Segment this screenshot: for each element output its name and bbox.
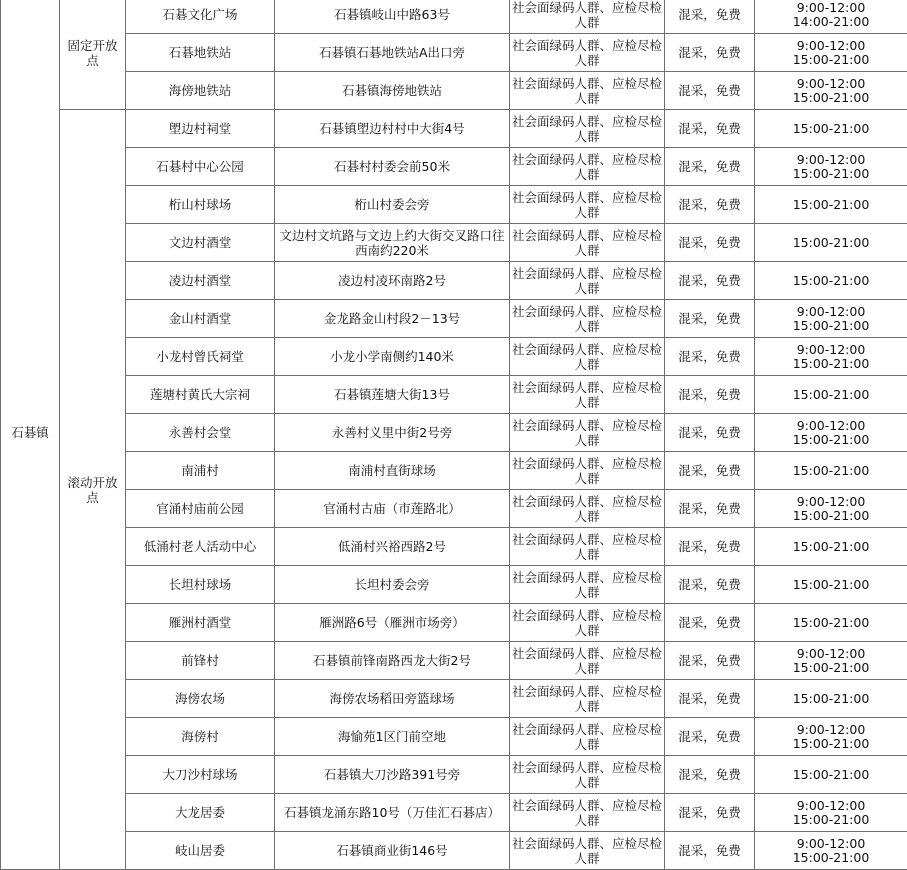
open-hours-cell [755,110,907,148]
open-hours-cell [755,148,907,186]
site-address-cell: 文边村文坑路与文边上约大街交叉路口往西南约220米 [275,224,510,262]
site-name-cell: 永善村会堂 [126,414,275,452]
open-hours-line: 9:00-12:00 [757,495,905,509]
site-address-cell: 桁山村委会旁 [275,186,510,224]
table-row [1,262,907,300]
site-address-cell: 金龙路金山村段2－13号 [275,300,510,338]
open-hours-cell [755,338,907,376]
sampling-method-cell: 混采，免费 [665,528,755,566]
site-name-cell: 前锋村 [126,642,275,680]
site-address-cell: 石碁镇龙涌东路10号（万佳汇石碁店） [275,794,510,832]
site-name-cell: 岐山居委 [126,832,275,870]
sampling-method-cell: 混采，免费 [665,300,755,338]
open-hours-cell [755,72,907,110]
open-hours-cell [755,566,907,604]
open-hours-cell [755,718,907,756]
open-hours-line: 9:00-12:00 [757,419,905,433]
table-row [1,452,907,490]
open-hours-line: 15:00-21:00 [757,692,905,706]
table-row [1,300,907,338]
sampling-method-cell: 混采，免费 [665,0,755,34]
table-row [1,566,907,604]
target-crowd-cell: 社会面绿码人群、应检尽检人群 [510,832,665,870]
open-hours-cell [755,414,907,452]
sampling-method-cell: 混采，免费 [665,224,755,262]
open-hours-cell [755,376,907,414]
sampling-method-cell: 混采，免费 [665,490,755,528]
sampling-method-cell: 混采，免费 [665,262,755,300]
open-hours-line: 9:00-12:00 [757,647,905,661]
open-hours-cell [755,680,907,718]
target-crowd-cell: 社会面绿码人群、应检尽检人群 [510,756,665,794]
site-address-cell: 长坦村委会旁 [275,566,510,604]
site-address-cell: 官涌村古庙（市莲路北） [275,490,510,528]
open-hours-line: 15:00-21:00 [757,319,905,333]
site-address-cell: 石碁镇前锋南路西龙大街2号 [275,642,510,680]
open-hours-line: 15:00-21:00 [757,236,905,250]
table-row [1,186,907,224]
sampling-method-cell: 混采，免费 [665,718,755,756]
target-crowd-cell: 社会面绿码人群、应检尽检人群 [510,718,665,756]
open-hours-line: 9:00-12:00 [757,837,905,851]
table-row [1,794,907,832]
table-row [1,490,907,528]
sampling-method-cell: 混采，免费 [665,376,755,414]
site-address-cell: 石碁村村委会前50米 [275,148,510,186]
target-crowd-cell: 社会面绿码人群、应检尽检人群 [510,794,665,832]
sampling-method-cell: 混采，免费 [665,414,755,452]
open-hours-line: 15:00-21:00 [757,578,905,592]
site-name-cell: 莲塘村黄氏大宗祠 [126,376,275,414]
site-name-cell: 小龙村曾氏祠堂 [126,338,275,376]
site-name-cell: 海傍地铁站 [126,72,275,110]
township-cell: 石碁镇 [1,0,60,870]
sampling-method-cell: 混采，免费 [665,680,755,718]
table-row [1,110,907,148]
target-crowd-cell: 社会面绿码人群、应检尽检人群 [510,34,665,72]
target-crowd-cell: 社会面绿码人群、应检尽检人群 [510,300,665,338]
site-name-cell: 石碁地铁站 [126,34,275,72]
site-address-cell: 石碁镇岐山中路63号 [275,0,510,34]
open-hours-cell [755,642,907,680]
target-crowd-cell: 社会面绿码人群、应检尽检人群 [510,72,665,110]
target-crowd-cell: 社会面绿码人群、应检尽检人群 [510,110,665,148]
target-crowd-cell: 社会面绿码人群、应检尽检人群 [510,262,665,300]
site-name-cell: 凌边村酒堂 [126,262,275,300]
target-crowd-cell: 社会面绿码人群、应检尽检人群 [510,604,665,642]
sampling-method-cell: 混采，免费 [665,148,755,186]
target-crowd-cell: 社会面绿码人群、应检尽检人群 [510,680,665,718]
site-type-cell: 滚动开放点 [60,110,126,870]
open-hours-cell [755,186,907,224]
open-hours-line: 15:00-21:00 [757,851,905,865]
table-row [1,642,907,680]
site-name-cell: 低涌村老人活动中心 [126,528,275,566]
table-row [1,376,907,414]
site-address-cell: 石碁镇大刀沙路391号旁 [275,756,510,794]
site-name-cell: 塱边村祠堂 [126,110,275,148]
open-hours-line: 9:00-12:00 [757,343,905,357]
open-hours-cell [755,300,907,338]
open-hours-cell [755,0,907,34]
table-row [1,718,907,756]
target-crowd-cell: 社会面绿码人群、应检尽检人群 [510,490,665,528]
open-hours-cell [755,490,907,528]
site-address-cell: 石碁镇海傍地铁站 [275,72,510,110]
site-name-cell: 石碁文化广场 [126,0,275,34]
open-hours-cell [755,604,907,642]
target-crowd-cell: 社会面绿码人群、应检尽检人群 [510,148,665,186]
open-hours-line: 15:00-21:00 [757,616,905,630]
target-crowd-cell: 社会面绿码人群、应检尽检人群 [510,224,665,262]
open-hours-cell [755,262,907,300]
sampling-method-cell: 混采，免费 [665,34,755,72]
site-name-cell: 文边村酒堂 [126,224,275,262]
table-row [1,832,907,870]
site-name-cell: 雁洲村酒堂 [126,604,275,642]
open-hours-line: 9:00-12:00 [757,39,905,53]
open-hours-line: 15:00-21:00 [757,768,905,782]
target-crowd-cell: 社会面绿码人群、应检尽检人群 [510,642,665,680]
site-name-cell: 南浦村 [126,452,275,490]
table-row [1,72,907,110]
site-name-cell: 海傍农场 [126,680,275,718]
open-hours-line: 9:00-12:00 [757,723,905,737]
target-crowd-cell: 社会面绿码人群、应检尽检人群 [510,186,665,224]
site-address-cell: 低涌村兴裕西路2号 [275,528,510,566]
open-hours-line: 15:00-21:00 [757,91,905,105]
site-address-cell: 海愉苑1区门前空地 [275,718,510,756]
table-row [1,0,907,34]
sampling-method-cell: 混采，免费 [665,186,755,224]
table-row [1,224,907,262]
open-hours-line: 15:00-21:00 [757,661,905,675]
open-hours-cell [755,756,907,794]
site-name-cell: 大龙居委 [126,794,275,832]
target-crowd-cell: 社会面绿码人群、应检尽检人群 [510,376,665,414]
sampling-method-cell: 混采，免费 [665,72,755,110]
site-name-cell: 海傍村 [126,718,275,756]
table-row [1,604,907,642]
site-name-cell: 金山村酒堂 [126,300,275,338]
open-hours-line: 15:00-21:00 [757,274,905,288]
site-address-cell: 海傍农场稻田旁篮球场 [275,680,510,718]
site-name-cell: 官涌村庙前公园 [126,490,275,528]
open-hours-line: 15:00-21:00 [757,813,905,827]
table-row [1,528,907,566]
target-crowd-cell: 社会面绿码人群、应检尽检人群 [510,528,665,566]
open-hours-line: 15:00-21:00 [757,357,905,371]
table-row [1,680,907,718]
table-body [1,0,907,870]
open-hours-line: 9:00-12:00 [757,305,905,319]
sampling-method-cell: 混采，免费 [665,452,755,490]
table-row [1,756,907,794]
site-address-cell: 永善村义里中街2号旁 [275,414,510,452]
open-hours-line: 15:00-21:00 [757,167,905,181]
target-crowd-cell: 社会面绿码人群、应检尽检人群 [510,0,665,34]
site-address-cell: 石碁镇塱边村村中大街4号 [275,110,510,148]
table-row [1,34,907,72]
open-hours-line: 15:00-21:00 [757,540,905,554]
target-crowd-cell: 社会面绿码人群、应检尽检人群 [510,566,665,604]
open-hours-line: 9:00-12:00 [757,77,905,91]
site-name-cell: 桁山村球场 [126,186,275,224]
site-name-cell: 石碁村中心公园 [126,148,275,186]
open-hours-cell [755,528,907,566]
open-hours-cell [755,832,907,870]
open-hours-line: 9:00-12:00 [757,1,905,15]
site-name-cell: 长坦村球场 [126,566,275,604]
target-crowd-cell: 社会面绿码人群、应检尽检人群 [510,414,665,452]
open-hours-line: 15:00-21:00 [757,464,905,478]
sampling-method-cell: 混采，免费 [665,566,755,604]
open-hours-cell [755,34,907,72]
sampling-method-cell: 混采，免费 [665,642,755,680]
sampling-method-cell: 混采，免费 [665,756,755,794]
site-address-cell: 南浦村直街球场 [275,452,510,490]
open-hours-line: 9:00-12:00 [757,799,905,813]
sampling-method-cell: 混采，免费 [665,604,755,642]
open-hours-cell [755,452,907,490]
open-hours-line: 15:00-21:00 [757,433,905,447]
open-hours-cell [755,794,907,832]
target-crowd-cell: 社会面绿码人群、应检尽检人群 [510,338,665,376]
sampling-method-cell: 混采，免费 [665,832,755,870]
table-row [1,338,907,376]
site-address-cell: 石碁镇石碁地铁站A出口旁 [275,34,510,72]
sampling-method-cell: 混采，免费 [665,338,755,376]
sampling-method-cell: 混采，免费 [665,110,755,148]
open-hours-line: 14:00-21:00 [757,15,905,29]
open-hours-cell [755,224,907,262]
open-hours-line: 15:00-21:00 [757,509,905,523]
site-name-cell: 大刀沙村球场 [126,756,275,794]
target-crowd-cell: 社会面绿码人群、应检尽检人群 [510,452,665,490]
open-hours-line: 9:00-12:00 [757,153,905,167]
open-hours-line: 15:00-21:00 [757,53,905,67]
site-address-cell: 小龙小学南侧约140米 [275,338,510,376]
open-hours-line: 15:00-21:00 [757,737,905,751]
site-address-cell: 雁洲路6号（雁洲市场旁） [275,604,510,642]
site-address-cell: 石碁镇莲塘大街13号 [275,376,510,414]
sampling-method-cell: 混采，免费 [665,794,755,832]
table-row [1,414,907,452]
site-address-cell: 凌边村凌环南路2号 [275,262,510,300]
open-hours-line: 15:00-21:00 [757,122,905,136]
open-hours-line: 15:00-21:00 [757,388,905,402]
site-address-cell: 石碁镇商业街146号 [275,832,510,870]
open-hours-line: 15:00-21:00 [757,198,905,212]
site-type-cell: 固定开放点 [60,0,126,110]
table-row [1,148,907,186]
